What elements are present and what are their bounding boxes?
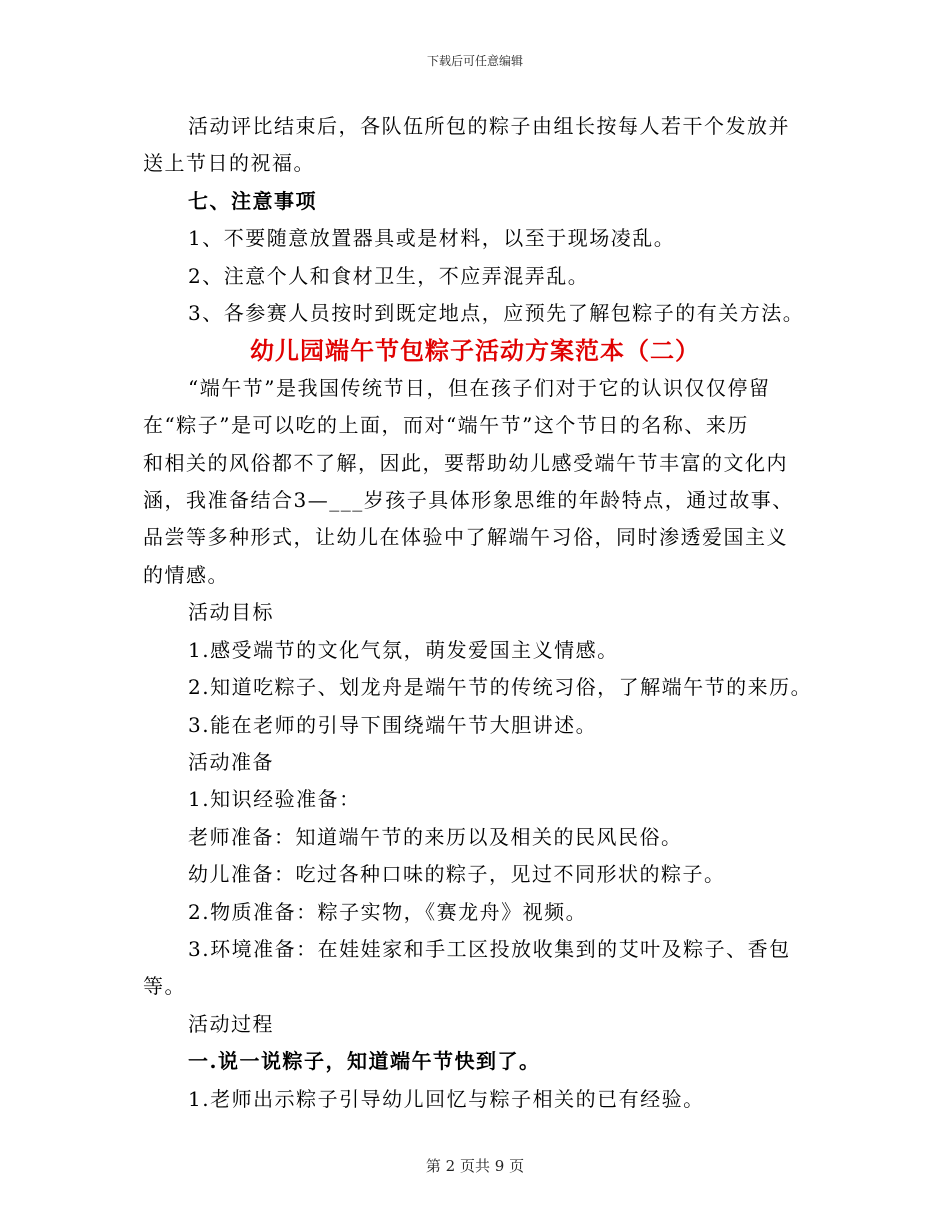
page-header: 下载后可任意编辑 [426,54,523,68]
paragraph-line: 的情感。 [143,562,229,587]
document-title: 幼儿园端午节包粽子活动方案范本（二） [250,336,700,366]
list-item: 1、不要随意放置器具或是材料，以至于现场凌乱。 [188,226,676,251]
list-item: 2.知道吃粽子、划龙舟是端午节的传统习俗，了解端午节的来历。 [188,675,813,700]
section-heading: 活动准备 [188,749,274,774]
paragraph-line: 和相关的风俗都不了解，因此，要帮助幼儿感受端午节丰富的文化内 [143,450,788,475]
paragraph-line: 品尝等多种形式，让幼儿在体验中了解端午习俗，同时渗透爱国主义 [143,525,788,550]
page-footer: 第 2 页共 9 页 [425,1157,525,1175]
paragraph-line: “端午节”是我国传统节日，但在孩子们对于它的认识仅仅停留 [188,375,771,400]
list-item: 2.物质准备：粽子实物，《赛龙舟》视频。 [188,899,588,924]
list-item: 2、注意个人和食材卫生，不应弄混弄乱。 [188,263,590,288]
section-heading: 活动目标 [188,600,274,625]
list-item: 1.感受端节的文化气氛，萌发爱国主义情感。 [188,637,619,662]
paragraph-line: 老师准备：知道端午节的来历以及相关的民风民俗。 [188,824,683,849]
list-item: 1.知识经验准备： [188,787,361,812]
section-heading: 活动过程 [188,1011,274,1036]
paragraph-line: 活动评比结束后，各队伍所包的粽子由组长按每人若干个发放并 [188,114,790,138]
document-body [143,108,813,1118]
paragraph-line: 幼儿准备：吃过各种口味的粽子，见过不同形状的粽子。 [188,862,726,887]
list-item: 1.老师出示粽子引导幼儿回忆与粽子相关的已有经验。 [188,1086,705,1111]
section-heading: 七、注意事项 [188,188,317,213]
list-item: 3.环境准备：在娃娃家和手工区投放收集到的艾叶及粽子、香包 [188,936,791,961]
paragraph-line: 等。 [143,974,186,999]
list-item: 3.能在老师的引导下围绕端午节大胆讲述。 [188,712,598,737]
paragraph-line: 涵，我准备结合3—___岁孩子具体形象思维的年龄特点，通过故事、 [143,488,794,513]
paragraph-line: 在“粽子”是可以吃的上面，而对“端午节”这个节日的名称、来历 [143,413,749,438]
list-item: 3、各参赛人员按时到既定地点，应预先了解包粽子的有关方法。 [188,301,805,326]
section-heading: 一.说一说粽子，知道端午节快到了。 [188,1049,541,1074]
paragraph-line: 送上节日的祝福。 [143,151,315,176]
